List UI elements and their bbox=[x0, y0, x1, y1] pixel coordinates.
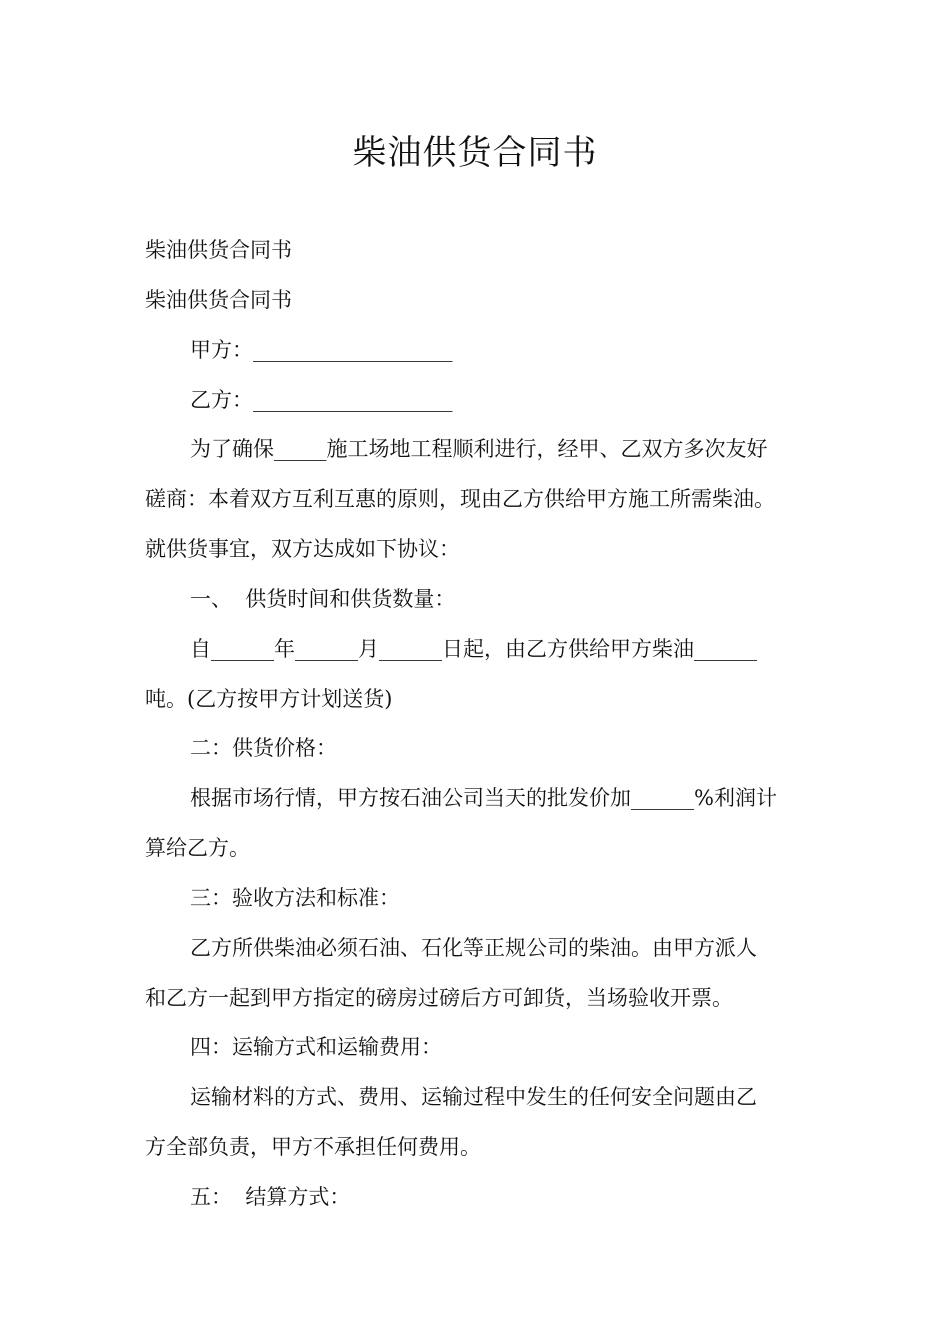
section-2-body-2: 算给乙方。 bbox=[145, 836, 250, 860]
section-4-heading: 四：运输方式和运输费用： bbox=[190, 1035, 442, 1059]
document-title: 柴油供货合同书 bbox=[352, 133, 598, 173]
preamble-line-3: 就供货事宜，双方达成如下协议： bbox=[145, 537, 460, 561]
section-1-body-1: 自______年______月______日起，由乙方供给甲方柴油______ bbox=[190, 637, 757, 661]
section-3-body-1: 乙方所供柴油必须石油、石化等正规公司的柴油。由甲方派人 bbox=[190, 936, 757, 960]
party-a-line: 甲方：___________________ bbox=[190, 338, 453, 362]
section-5-heading: 五： 结算方式： bbox=[190, 1185, 351, 1209]
section-2-body-1: 根据市场行情，甲方按石油公司当天的批发价加______%利润计 bbox=[190, 786, 777, 810]
section-1-heading: 一、 供货时间和供货数量： bbox=[190, 587, 456, 611]
section-1-body-2: 吨。(乙方按甲方计划送货) bbox=[145, 687, 393, 711]
preamble-line-1: 为了确保_____施工场地工程顺利进行，经甲、乙双方多次友好 bbox=[190, 437, 768, 461]
section-2-heading: 二：供货价格： bbox=[190, 736, 337, 760]
section-4-body-1: 运输材料的方式、费用、运输过程中发生的任何安全问题由乙 bbox=[190, 1085, 757, 1109]
preamble-line-2: 磋商：本着双方互利互惠的原则，现由乙方供给甲方施工所需柴油。 bbox=[145, 487, 775, 511]
section-4-body-2: 方全部负责，甲方不承担任何费用。 bbox=[145, 1135, 481, 1159]
heading-line-2: 柴油供货合同书 bbox=[145, 288, 292, 312]
section-3-body-2: 和乙方一起到甲方指定的磅房过磅后方可卸货，当场验收开票。 bbox=[145, 986, 733, 1010]
section-3-heading: 三：验收方法和标准： bbox=[190, 886, 400, 910]
heading-line-1: 柴油供货合同书 bbox=[145, 238, 292, 262]
party-b-line: 乙方：___________________ bbox=[190, 388, 453, 412]
